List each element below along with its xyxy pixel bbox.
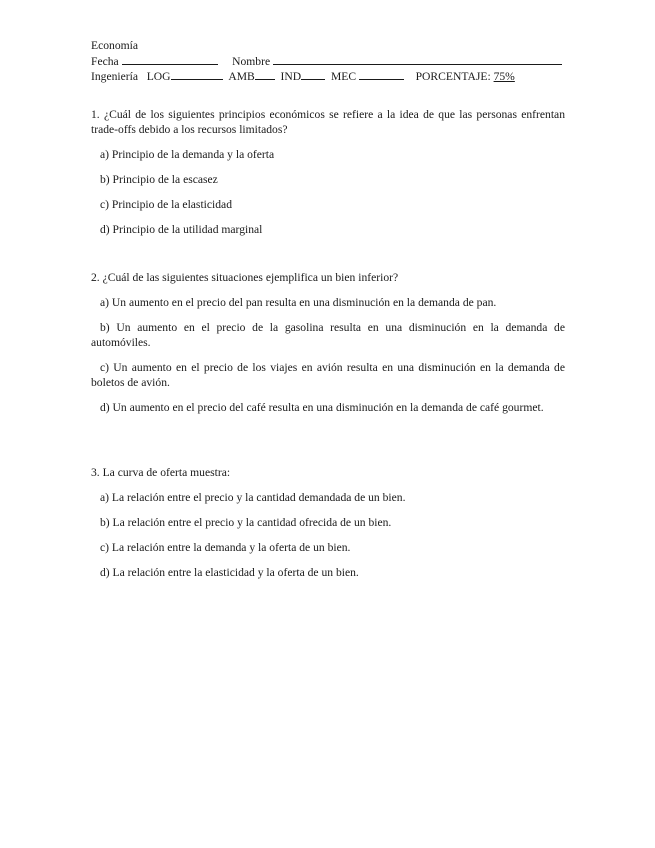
option-c[interactable]: c) Un aumento en el precio de los viajes en avión resulta en una disminución en la demanda de boletos de avión. bbox=[91, 361, 565, 389]
percentage-label: PORCENTAJE: bbox=[415, 70, 491, 83]
date-label: Fecha bbox=[91, 55, 119, 68]
ind-label: IND bbox=[280, 70, 302, 83]
amb-label: AMB bbox=[228, 70, 255, 83]
name-blank[interactable] bbox=[273, 53, 562, 65]
question-2 bbox=[91, 270, 565, 415]
date-name-line bbox=[91, 53, 565, 68]
options-list bbox=[91, 490, 565, 580]
subject-line bbox=[91, 38, 565, 53]
question-text: 3. La curva de oferta muestra: bbox=[91, 466, 231, 479]
option-d[interactable]: d) La relación entre la elasticidad y la oferta de un bien. bbox=[100, 566, 359, 579]
option-d[interactable]: d) Un aumento en el precio del café resulta en una disminución en la demanda de café gourmet. bbox=[100, 401, 544, 414]
option-a[interactable]: a) La relación entre el precio y la cantidad demandada de un bien. bbox=[100, 491, 406, 504]
log-label: LOG bbox=[146, 70, 171, 83]
mec-blank[interactable] bbox=[359, 68, 404, 80]
date-blank[interactable] bbox=[122, 53, 218, 65]
engineering-line bbox=[91, 68, 565, 83]
ind-blank[interactable] bbox=[301, 68, 325, 80]
name-label: Nombre bbox=[232, 55, 271, 68]
option-a[interactable]: a) Principio de la demanda y la oferta bbox=[100, 148, 275, 161]
option-b[interactable]: b) Un aumento en el precio de la gasolina resulta en una disminución en la demanda de automóviles. bbox=[91, 321, 565, 349]
option-c[interactable]: c) La relación entre la demanda y la oferta de un bien. bbox=[100, 541, 351, 554]
engineering-label: Ingeniería bbox=[91, 70, 138, 83]
question-text: 1. ¿Cuál de los siguientes principios económicos se refiere a la idea de que las personas enfrentan trade-offs debido a los recursos limitados? bbox=[91, 108, 565, 136]
percentage-value: 75% bbox=[493, 70, 515, 83]
exam-header bbox=[91, 38, 565, 83]
subject-title: Economía bbox=[91, 39, 139, 52]
amb-blank[interactable] bbox=[255, 68, 275, 80]
option-b[interactable]: b) La relación entre el precio y la cantidad ofrecida de un bien. bbox=[100, 516, 392, 529]
log-blank[interactable] bbox=[171, 68, 223, 80]
question-text: 2. ¿Cuál de las siguientes situaciones ejemplifica un bien inferior? bbox=[91, 271, 399, 284]
option-a[interactable]: a) Un aumento en el precio del pan resulta en una disminución en la demanda de pan. bbox=[100, 296, 497, 309]
option-c[interactable]: c) Principio de la elasticidad bbox=[100, 198, 232, 211]
options-list bbox=[91, 147, 565, 237]
option-d[interactable]: d) Principio de la utilidad marginal bbox=[100, 223, 263, 236]
question-3 bbox=[91, 465, 565, 580]
mec-label: MEC bbox=[330, 70, 357, 83]
options-list bbox=[91, 295, 565, 415]
option-b[interactable]: b) Principio de la escasez bbox=[100, 173, 218, 186]
question-1 bbox=[91, 107, 565, 237]
